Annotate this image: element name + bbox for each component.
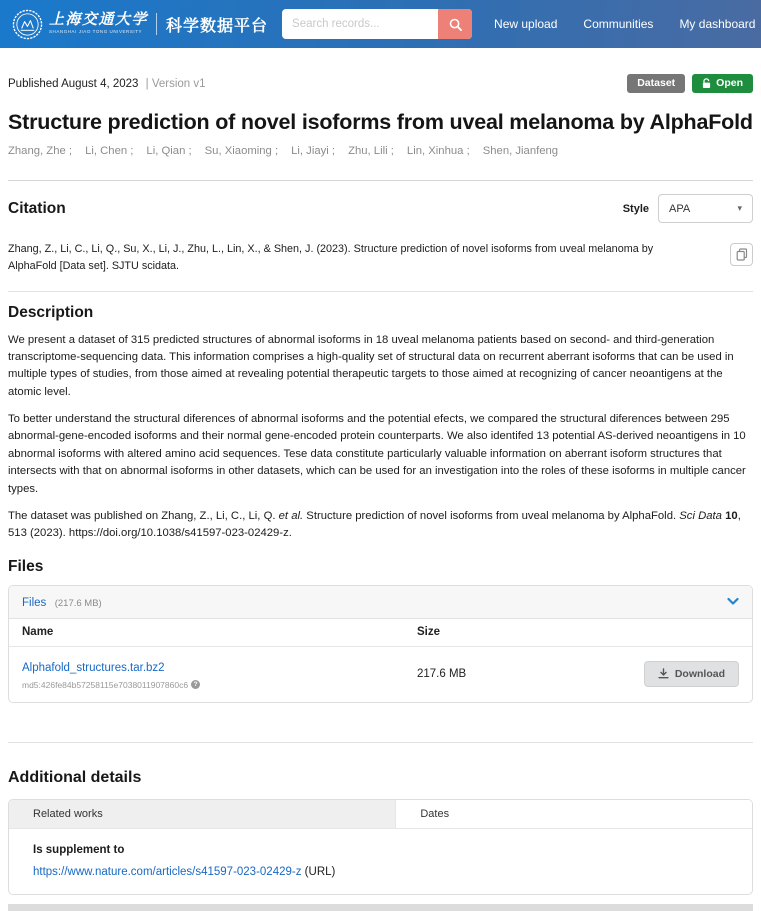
author-name: Li, Chen ; [85, 145, 134, 157]
sjtu-seal-icon [12, 9, 43, 40]
download-icon [658, 668, 669, 679]
published-label: Published August 4, 2023 [8, 77, 139, 90]
files-total-size: (217.6 MB) [54, 597, 102, 609]
nav-new-upload[interactable]: New upload [494, 17, 558, 31]
publication-date [8, 78, 206, 90]
related-work-link[interactable]: https://www.nature.com/articles/s41597-023-02429-z [33, 865, 302, 878]
citation-style-value: APA [669, 202, 691, 215]
page-title: Structure prediction of novel isoforms from uveal melanoma by AlphaFold [8, 110, 753, 134]
platform-name: 科学数据平台 [166, 17, 269, 35]
files-table-header [9, 619, 752, 647]
additional-details-heading: Additional details [8, 768, 142, 786]
citation-section [8, 194, 753, 292]
files-heading: Files [8, 557, 44, 575]
author-name: Zhu, Lili ; [348, 145, 394, 157]
description-paragraph: To better understand the structural diferences of abnormal isoforms and the potential efects, we compared the structural diferences between 295 abnormal-gene-encoded isoforms and their normal gene-encoded protein counterparts. We also identifed 13 potential AS-derived neoantigens in 10 abnormal isoforms with altered amino acid sequences. Tese data constitute particularly valuable information on aberrant isoform structures that intersects with that on abnormal isoforms in other datasets, which can be used for an investigation into the roles of these isoforms in multiple cancer types. [8, 413, 746, 495]
files-panel-title[interactable]: Files [22, 596, 47, 609]
logo-en-name: SHANGHAI JIAO TONG UNIVERSITY [49, 29, 143, 35]
lock-open-icon [702, 78, 711, 89]
description-paragraph: We present a dataset of 315 predicted structures of abnormal isoforms in 18 uveal melanoma patients based on second- and third-generation transcriptome-sequencing data. This information comprises a high-quality set of structural data on recurrent aberrant isoforms that can be used in multiple types of studies, from those aimed at revealing potential therapeutic targets to those aimed at recognizing of cancer neoantigens at the atomic level. [8, 333, 734, 398]
citation-style-group [623, 194, 753, 223]
record-page [0, 74, 761, 911]
resource-type-badge: Dataset [627, 74, 685, 93]
file-link[interactable]: Alphafold_structures.tar.bz2 [22, 661, 165, 674]
files-section [8, 558, 753, 703]
footer-band [8, 904, 753, 911]
authors-list [8, 145, 753, 157]
relation-scheme-label: (URL) [301, 865, 336, 878]
file-row [9, 647, 752, 702]
logo-text [49, 13, 148, 35]
access-status-badge [692, 74, 753, 93]
additional-details-section [8, 769, 753, 895]
author-name: Shen, Jianfeng [482, 145, 559, 157]
files-panel-header[interactable] [9, 586, 752, 619]
access-status-label: Open [716, 77, 743, 89]
divider [8, 291, 753, 292]
divider [8, 180, 753, 181]
tab-related-works[interactable]: Related works [9, 800, 395, 829]
additional-details-panel [8, 799, 753, 895]
tab-dates[interactable]: Dates [395, 800, 752, 829]
citation-style-select[interactable] [658, 194, 753, 223]
divider [8, 742, 753, 743]
download-label: Download [674, 667, 725, 680]
description-paragraph: The dataset was published on Zhang, Z., Li, C., Li, Q. et al. Structure prediction of novel isoforms from uveal melanoma by AlphaFold. Sci Data 10, 513 (2023). https://doi.org/10.1038/s41597-023-02429-z. [8, 510, 741, 540]
sjtu-logo[interactable] [12, 9, 268, 40]
file-checksum: md5:426fe84b57258115e7038011907860c6 ? [22, 680, 417, 690]
question-circle-icon[interactable]: ? [191, 680, 200, 689]
search-bar [282, 9, 472, 39]
top-navigation [494, 17, 755, 31]
nav-communities[interactable]: Communities [583, 17, 654, 31]
file-size: 217.6 MB [417, 667, 467, 680]
copy-icon [736, 248, 748, 261]
related-works-content [9, 829, 752, 894]
relation-type-label: Is supplement to [33, 843, 125, 856]
search-button[interactable] [438, 9, 472, 39]
file-name-cell [22, 658, 417, 690]
author-name: Zhang, Zhe ; [8, 145, 73, 157]
copy-citation-button[interactable] [730, 243, 753, 266]
collapse-chevron-icon[interactable] [727, 597, 739, 606]
logo-cn-name: 上海交通大学 [49, 12, 149, 29]
description-section [8, 304, 753, 543]
top-navbar [0, 0, 761, 48]
style-label: Style [622, 202, 649, 215]
files-panel [8, 585, 753, 703]
logo-divider [156, 13, 157, 35]
nav-my-dashboard[interactable]: My dashboard [679, 17, 756, 31]
citation-heading: Citation [8, 199, 66, 217]
chevron-down-icon: ▾ [737, 203, 742, 213]
author-name: Li, Qian ; [146, 145, 192, 157]
download-button[interactable] [644, 661, 739, 687]
version-label: | Version v1 [145, 77, 206, 90]
column-size: Size [417, 626, 441, 639]
badges [627, 74, 753, 93]
author-name: Su, Xiaoming ; [204, 145, 279, 157]
author-name: Li, Jiayi ; [291, 145, 336, 157]
author-name: Lin, Xinhua ; [406, 145, 470, 157]
additional-details-tabs [9, 800, 752, 829]
description-heading: Description [8, 303, 94, 321]
column-name: Name [22, 626, 54, 639]
publication-info-row [8, 74, 753, 93]
citation-text: Zhang, Z., Li, C., Li, Q., Su, X., Li, J., Zhu, L., Lin, X., & Shen, J. (2023). Structure prediction of novel isoforms from uveal melanoma by AlphaFold [Data set]. SJTU scidata. [8, 243, 654, 273]
search-icon [449, 18, 462, 31]
